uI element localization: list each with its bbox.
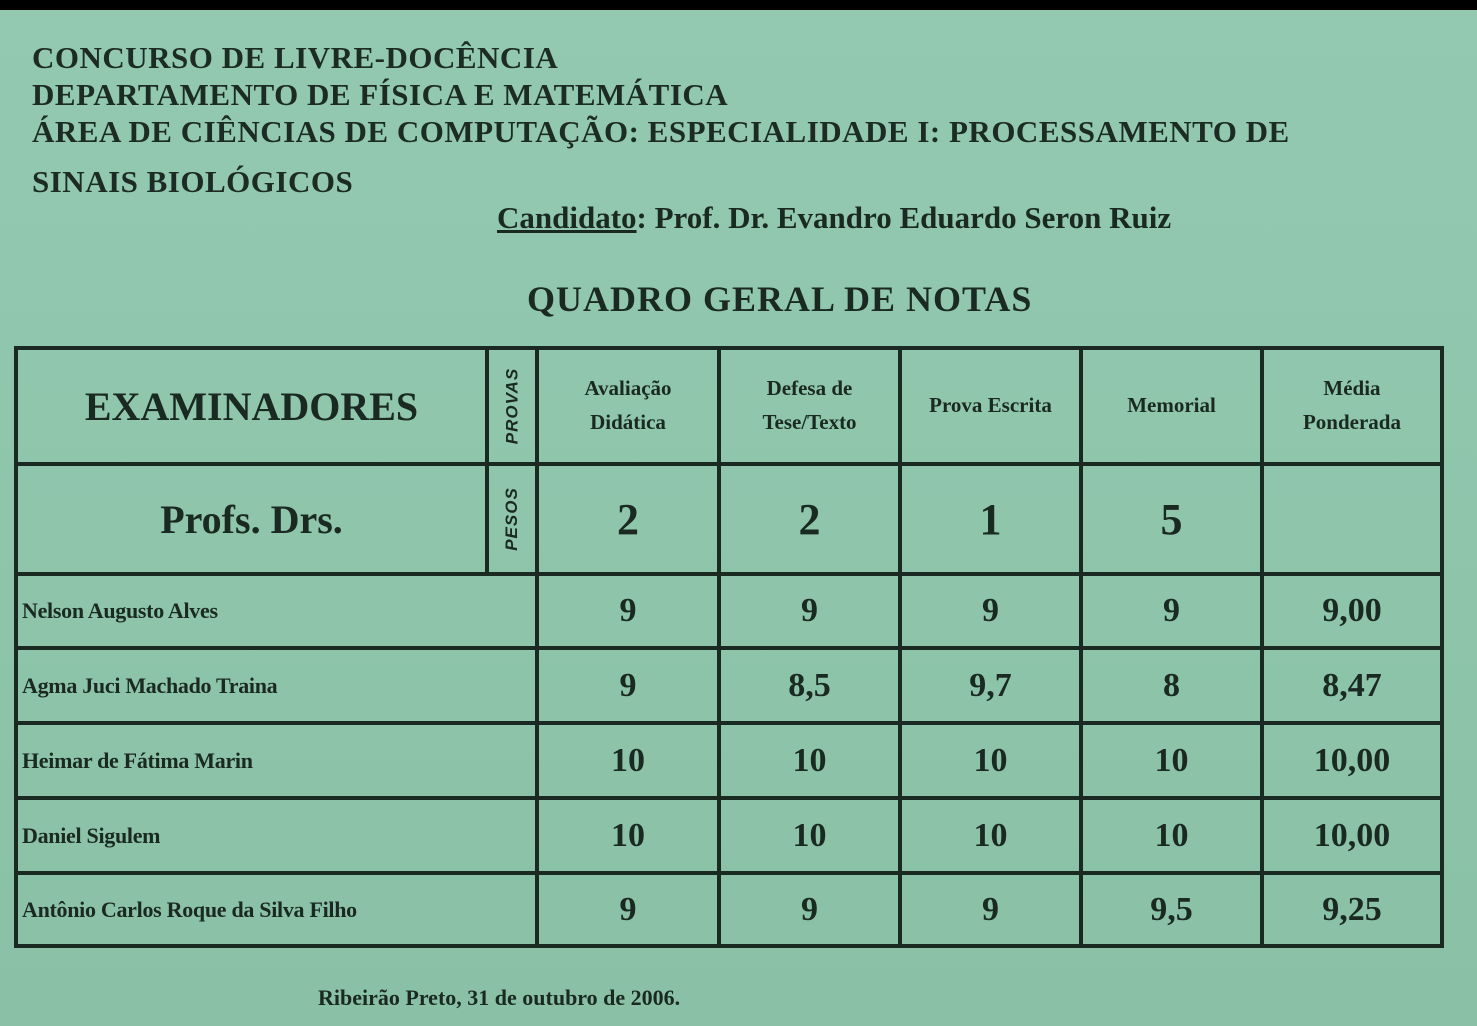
candidate-name: : Prof. Dr. Evandro Eduardo Seron Ruiz — [636, 200, 1172, 235]
candidate-line — [497, 200, 1171, 236]
score-cell: 8,5 — [721, 650, 902, 725]
score-cell: 9,5 — [1083, 875, 1264, 944]
footer-date: Ribeirão Preto, 31 de outubro de 2006. — [318, 985, 681, 1010]
profs-header: Profs. Drs. — [18, 466, 489, 576]
header-line-3: ÁREA DE CIÊNCIAS DE COMPUTAÇÃO: ESPECIALIDADE I: PROCESSAMENTO DE — [32, 114, 1290, 149]
weight-defesa: 2 — [721, 466, 902, 576]
col-header-prova-escrita: Prova Escrita — [902, 350, 1083, 466]
score-cell: 9 — [902, 875, 1083, 944]
table-row-name: Heimar de Fátima Marin — [18, 725, 539, 800]
header-line-4: SINAIS BIOLÓGICOS — [32, 164, 354, 199]
weight-memorial: 5 — [1083, 466, 1264, 576]
col-header-defesa: Defesa de Tese/Texto — [721, 350, 902, 466]
average-cell: 10,00 — [1264, 725, 1440, 800]
score-cell: 9 — [539, 576, 721, 650]
score-cell: 9 — [721, 875, 902, 944]
score-cell: 9 — [539, 875, 721, 944]
average-cell: 9,00 — [1264, 576, 1440, 650]
score-cell: 9 — [721, 576, 902, 650]
header-line-1: CONCURSO DE LIVRE-DOCÊNCIA — [32, 40, 559, 75]
score-cell: 9 — [902, 576, 1083, 650]
weight-avaliacao: 2 — [539, 466, 721, 576]
score-cell: 8 — [1083, 650, 1264, 725]
score-cell: 9 — [539, 650, 721, 725]
table-row-name: Nelson Augusto Alves — [18, 576, 539, 650]
candidate-label: Candidato — [497, 200, 637, 235]
col-header-media: Média Ponderada — [1264, 350, 1440, 466]
table-row-name: Agma Juci Machado Traina — [18, 650, 539, 725]
col-header-memorial: Memorial — [1083, 350, 1264, 466]
average-cell: 10,00 — [1264, 800, 1440, 875]
pesos-label: PESOS — [489, 466, 539, 576]
header-line-2: DEPARTAMENTO DE FÍSICA E MATEMÁTICA — [32, 77, 729, 112]
score-cell: 10 — [902, 725, 1083, 800]
grades-table — [14, 346, 1444, 948]
score-cell: 9 — [1083, 576, 1264, 650]
score-cell: 10 — [539, 800, 721, 875]
score-cell: 10 — [721, 725, 902, 800]
score-cell: 9,7 — [902, 650, 1083, 725]
average-cell: 9,25 — [1322, 890, 1382, 928]
examiners-header: EXAMINADORES — [18, 350, 489, 466]
provas-label: PROVAS — [489, 350, 539, 466]
weight-media — [1264, 466, 1440, 576]
table-row-name: Daniel Sigulem — [18, 800, 539, 875]
weight-prova-escrita: 1 — [902, 466, 1083, 576]
table-title: QUADRO GERAL DE NOTAS — [527, 279, 1033, 319]
score-cell: 10 — [1083, 800, 1264, 875]
score-cell: 10 — [902, 800, 1083, 875]
col-header-avaliacao: Avaliação Didática — [539, 350, 721, 466]
average-cell: 8,47 — [1264, 650, 1440, 725]
score-cell: 10 — [1083, 725, 1264, 800]
projected-document — [0, 10, 1477, 1026]
score-cell: 10 — [721, 800, 902, 875]
score-cell: 10 — [539, 725, 721, 800]
table-row-name: Antônio Carlos Roque da Silva Filho — [18, 875, 539, 944]
